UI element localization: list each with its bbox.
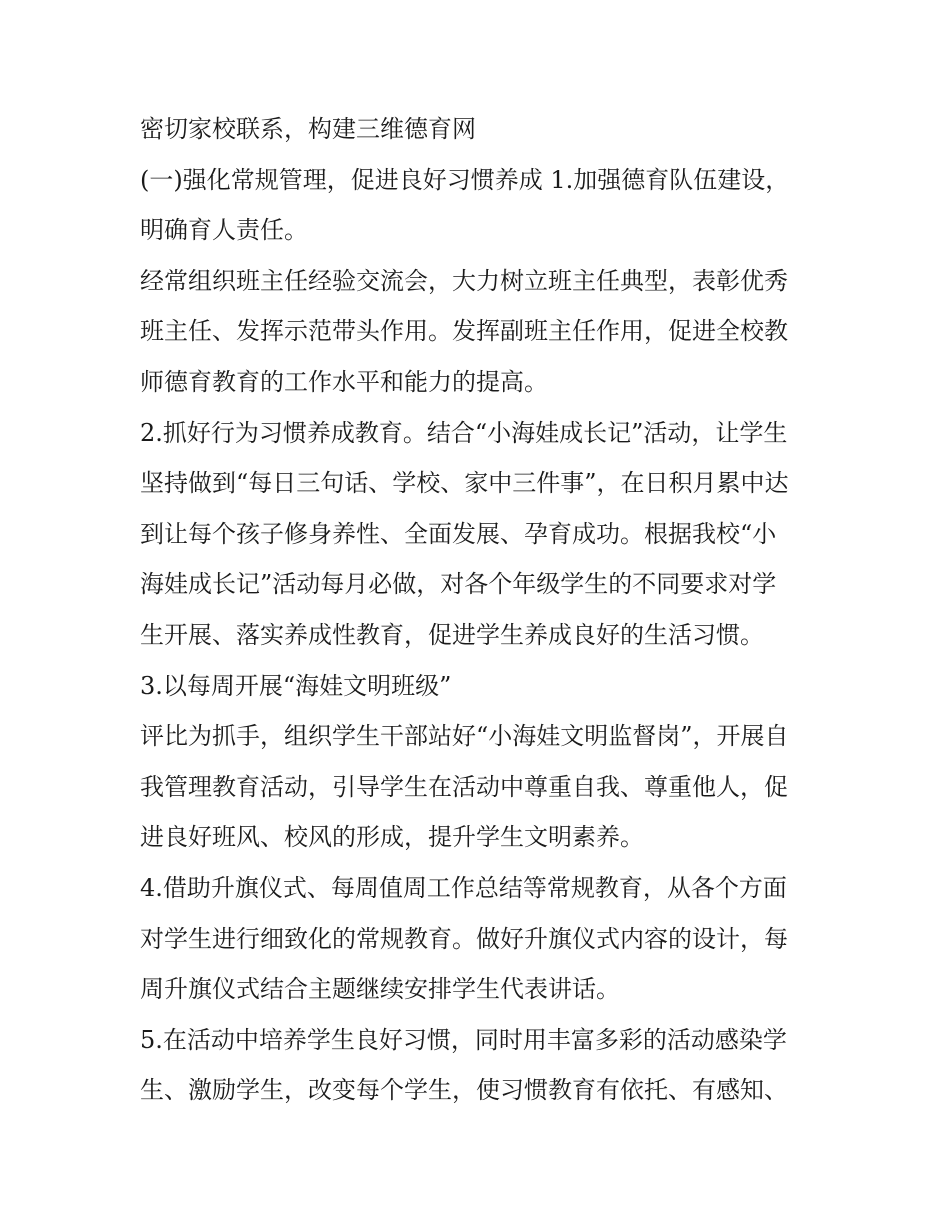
text-line: 师德育教育的工作水平和能力的提高。 [140,367,548,396]
text-line: 班主任、发挥示范带头作用。发挥副班主任作用，促进全校教 [140,317,788,346]
text-line: 进良好班风、校风的形成，提升学生文明素养。 [140,823,644,852]
text-line: 2.抓好行为习惯养成教育。结合“小海娃成长记”活动，让学生 [140,418,788,447]
text-line: (一)强化常规管理，促进良好习惯养成 1.加强德育队伍建设， [140,165,790,194]
text-line: 经常组织班主任经验交流会，大力树立班主任典型，表彰优秀 [140,266,788,295]
text-line: 明确育人责任。 [140,216,308,245]
text-line: 评比为抓手，组织学生干部站好“小海娃文明监督岗”，开展自 [140,722,789,751]
text-line: 海娃成长记”活动每月必做，对各个年级学生的不同要求对学 [140,570,777,599]
text-line: 周升旗仪式结合主题继续安排学生代表讲话。 [140,975,620,1004]
text-line: 5.在活动中培养学生良好习惯，同时用丰富多彩的活动感染学 [140,1025,787,1054]
text-line: 我管理教育活动，引导学生在活动中尊重自我、尊重他人，促 [140,772,788,801]
document-body [140,104,815,1116]
text-line: 4.借助升旗仪式、每周值周工作总结等常规教育，从各个方面 [140,873,787,902]
text-line: 对学生进行细致化的常规教育。做好升旗仪式内容的设计，每 [140,924,788,953]
text-line: 坚持做到“每日三句话、学校、家中三件事”，在日积月累中达 [140,469,789,498]
text-line: 到让每个孩子修身养性、全面发展、孕育成功。根据我校“小 [140,519,777,548]
text-line: 3.以每周开展“海娃文明班级” [140,671,452,700]
text-line-heading: 密切家校联系，构建三维德育网 [140,115,476,143]
text-line: 生开展、落实养成性教育，促进学生养成良好的生活习惯。 [140,620,764,649]
text-line: 生、激励学生，改变每个学生，使习惯教育有依托、有感知、 [140,1076,788,1105]
